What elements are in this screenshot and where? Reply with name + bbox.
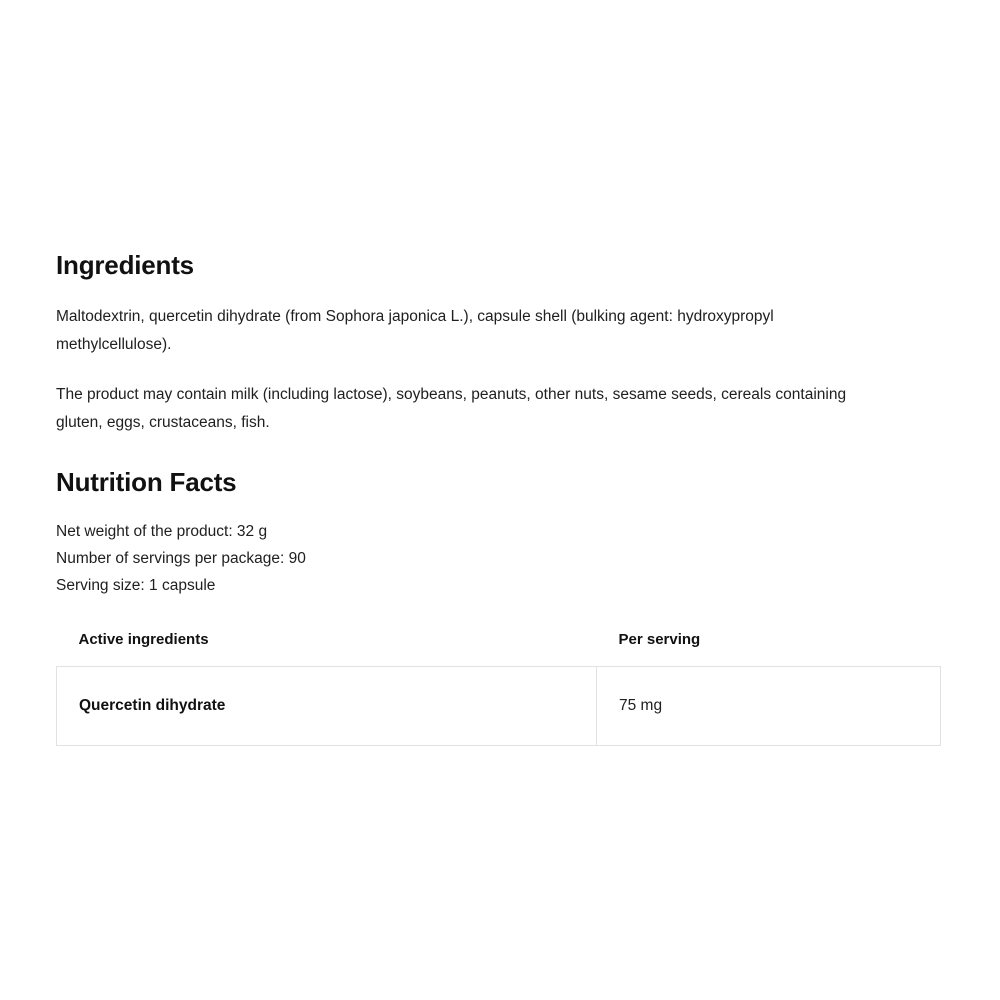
allergen-warning-text: The product may contain milk (including lactose), soybeans, peanuts, other nuts, sesame seeds, cereals containing gluten, eggs, crustaceans, fish. [56,386,847,432]
column-header-active-ingredients: Active ingredients [78,631,209,649]
net-weight-line: Net weight of the product: 32 g [56,523,268,541]
content-column [56,250,940,746]
serving-size-line: Serving size: 1 capsule [56,577,216,595]
nutrition-table [56,621,941,746]
table-header-row [57,621,941,667]
nutrition-summary [56,518,940,599]
servings-per-package-line: Number of servings per package: 90 [56,550,306,568]
table-row [57,667,941,746]
ingredient-amount-cell: 75 mg [597,667,941,746]
ingredients-list-text: Maltodextrin, quercetin dihydrate (from Sophora japonica L.), capsule shell (bulking agent: hydroxypropyl methylcellulose). [56,308,774,354]
ingredient-name-cell: Quercetin dihydrate [57,667,597,746]
ingredients-heading: Ingredients [56,250,194,280]
column-header-per-serving: Per serving [618,631,701,649]
nutrition-facts-heading: Nutrition Facts [56,467,237,498]
